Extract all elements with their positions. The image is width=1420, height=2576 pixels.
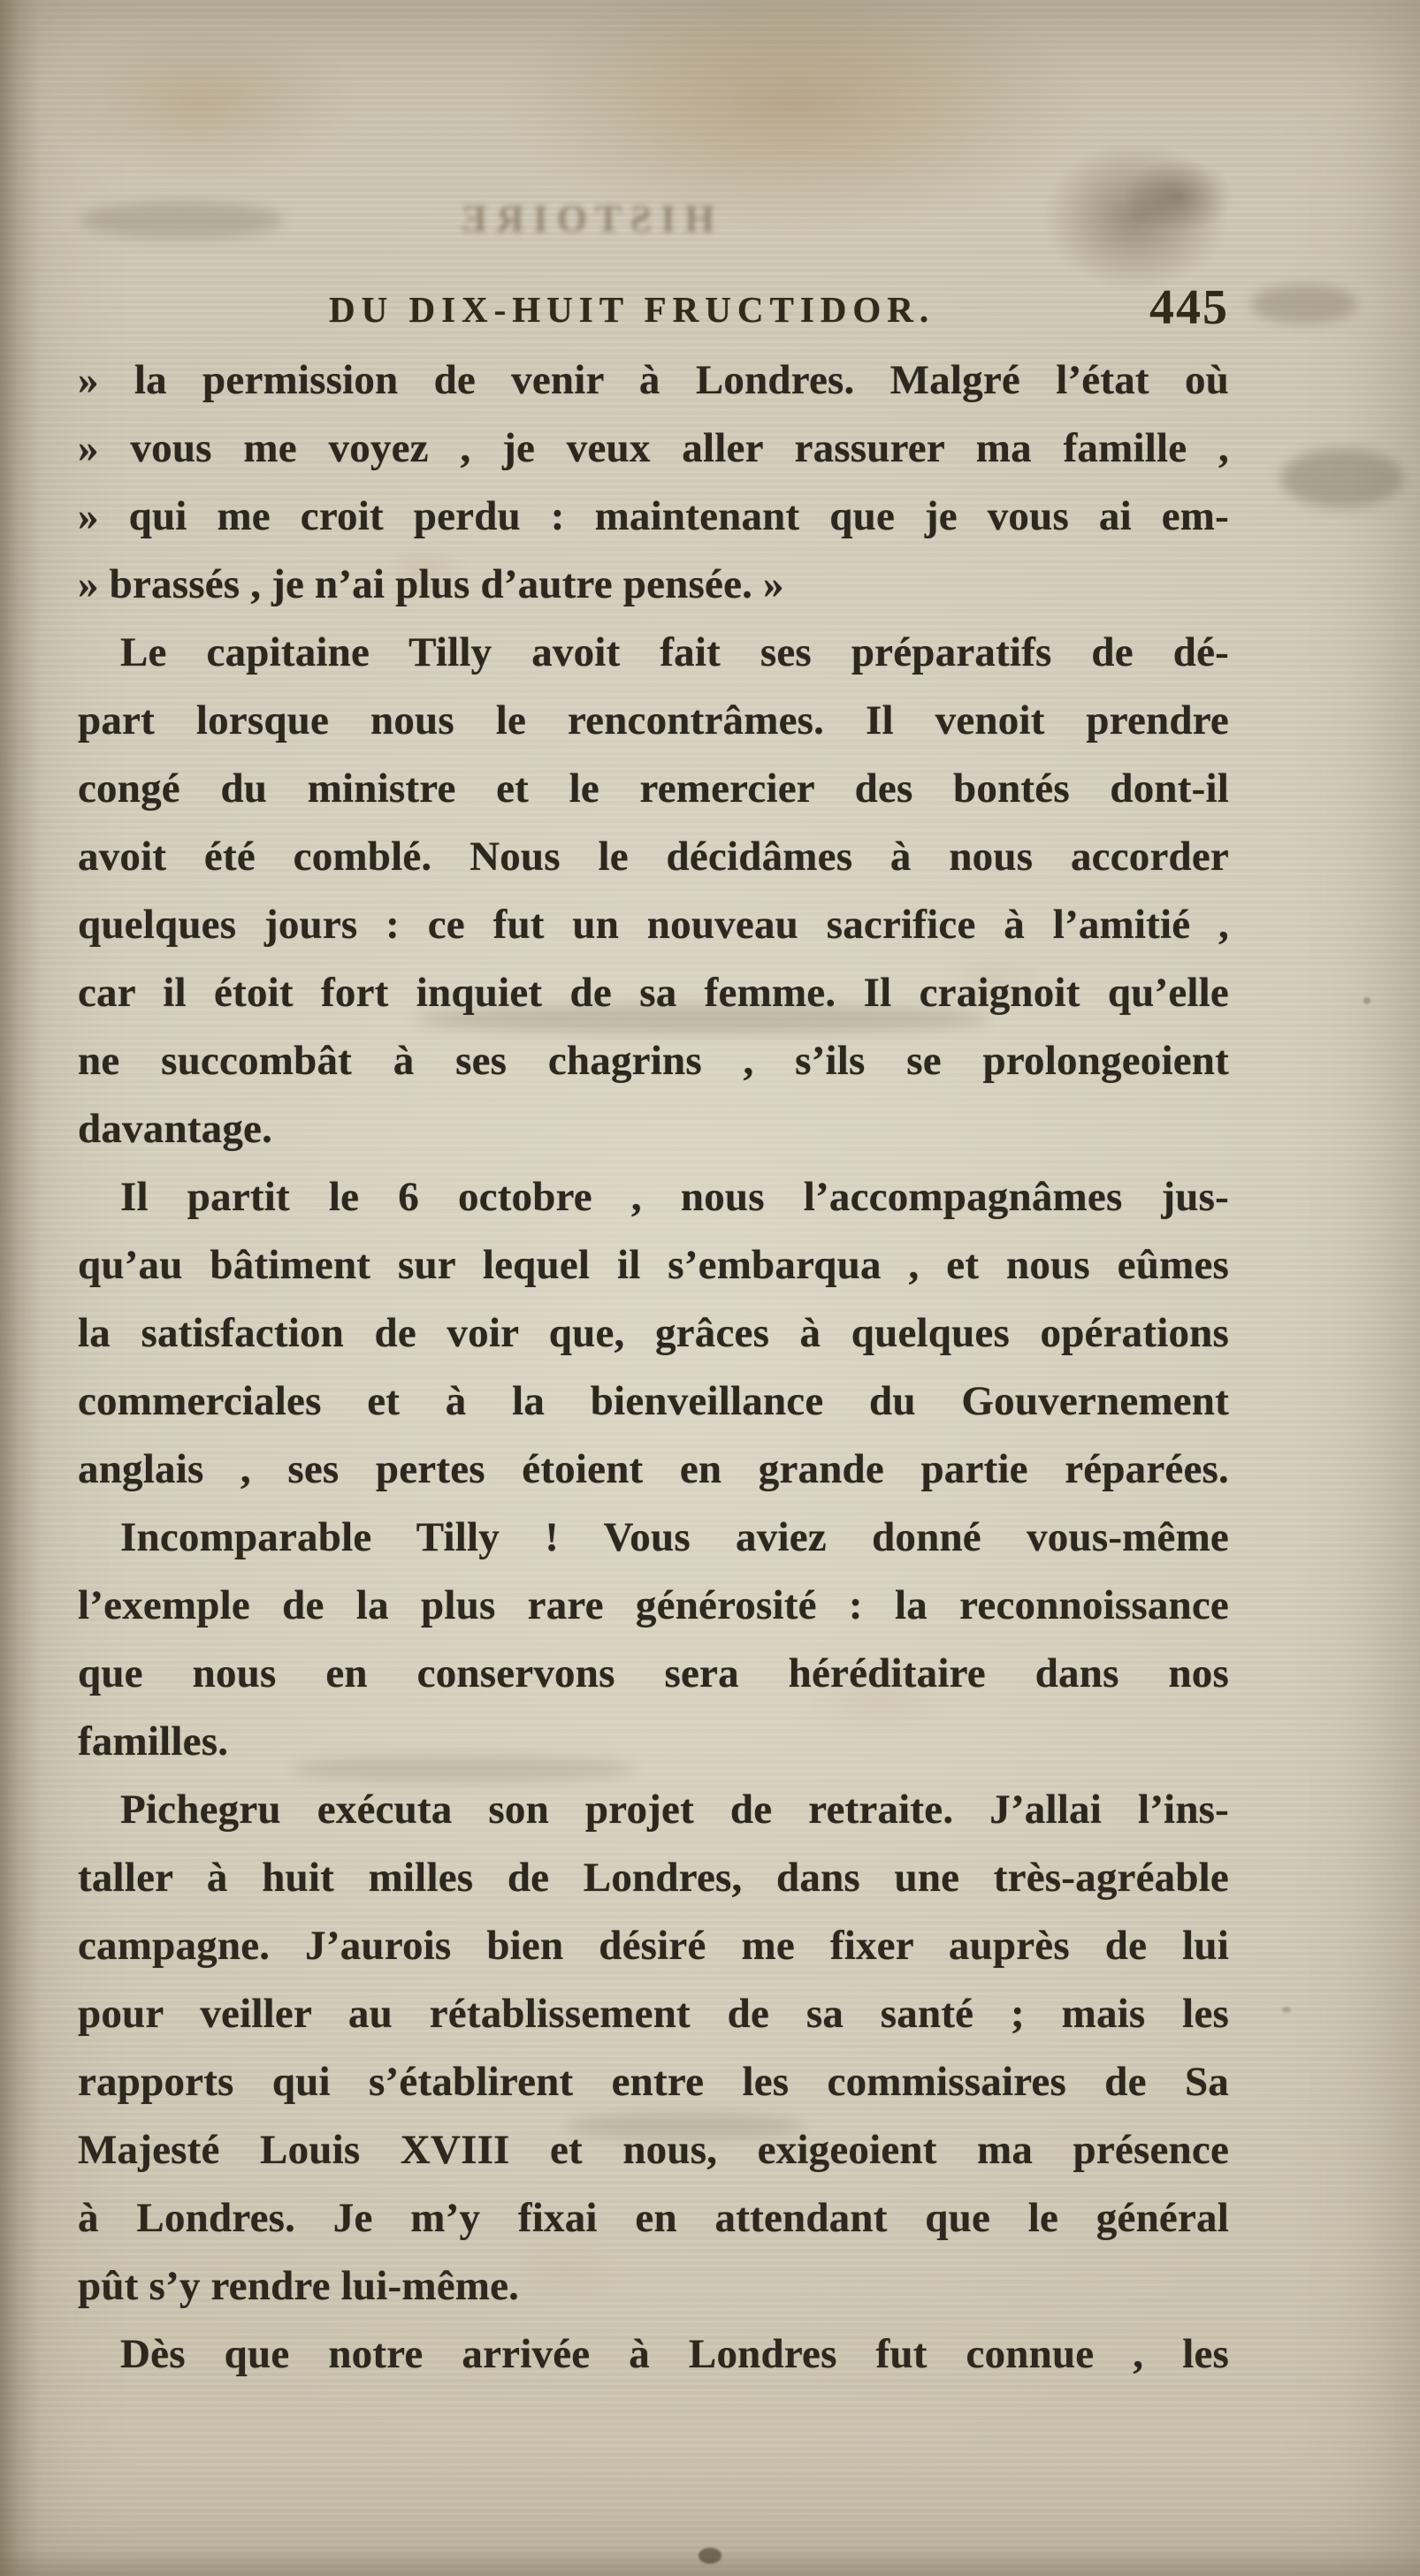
running-header-title: DU DIX-HUIT FRUCTIDOR. <box>329 289 935 330</box>
gutter-shadow <box>0 0 41 2576</box>
text-line: part lorsque nous le rencontrâmes. Il venoit prendre <box>78 697 1229 743</box>
text-line: Majesté Louis XVIII et nous, exigeoient ma présence <box>78 2127 1229 2173</box>
text-line: qu’au bâtiment sur lequel il s’embarqua , et nous eûmes <box>78 1242 1229 1288</box>
bleedthrough-smudge <box>80 202 283 239</box>
text-line: pour veiller au rétablissement de sa santé ; mais les <box>78 1991 1229 2037</box>
text-line: car il étoit fort inquiet de sa femme. Il craignoit qu’elle <box>78 970 1229 1016</box>
text-line: anglais , ses pertes étoient en grande partie réparées. <box>78 1446 1229 1492</box>
text-line: » brassés , je n’ai plus d’autre pensée. » <box>78 561 784 607</box>
text-line: rapports qui s’établirent entre les commissaires de Sa <box>78 2059 1229 2105</box>
text-line: » vous me voyez , je veux aller rassurer ma famille , <box>78 425 1229 471</box>
text-line: Il partit le 6 octobre , nous l’accompagnâmes jus- <box>120 1174 1229 1220</box>
ink-speck <box>1363 997 1370 1004</box>
text-line: que nous en conservons sera héréditaire dans nos <box>78 1650 1229 1696</box>
text-line: avoit été comblé. Nous le décidâmes à nous accorder <box>78 834 1229 880</box>
text-line: commerciales et à la bienveillance du Gouvernement <box>78 1378 1229 1424</box>
ink-speck <box>699 2548 721 2564</box>
text-line: davantage. <box>78 1106 273 1152</box>
text-line: Pichegru exécuta son projet de retraite. J’allai l’ins- <box>120 1787 1229 1833</box>
bleedthrough-ghost-text: HISTOIRE <box>452 197 715 240</box>
text-line: campagne. J’aurois bien désiré me fixer auprès de lui <box>78 1923 1229 1969</box>
ink-speck <box>1282 2007 1291 2013</box>
text-line: pût s’y rendre lui-même. <box>78 2263 520 2309</box>
text-line: Incomparable Tilly ! Vous aviez donné vous-même <box>120 1514 1229 1560</box>
text-line: » qui me croit perdu : maintenant que je vous ai em- <box>78 493 1229 539</box>
text-line: Dès que notre arrivée à Londres fut connue , les <box>120 2331 1229 2377</box>
text-block <box>78 347 1229 2389</box>
text-line: » la permission de venir à Londres. Malgré l’état où <box>78 357 1229 403</box>
text-line: la satisfaction de voir que, grâces à quelques opérations <box>78 1310 1229 1356</box>
text-line: familles. <box>78 1719 229 1764</box>
text-line: ne succombât à ses chagrins , s’ils se prolongeoient <box>78 1038 1229 1084</box>
text-line: quelques jours : ce fut un nouveau sacrifice à l’amitié , <box>78 902 1229 948</box>
running-header <box>0 280 1420 345</box>
text-line: taller à huit milles de Londres, dans une très-agréable <box>78 1855 1229 1901</box>
text-line: congé du ministre et le remercier des bontés dont-il <box>78 766 1229 812</box>
text-line: l’exemple de la plus rare générosité : la reconnoissance <box>78 1582 1229 1628</box>
page-number: 445 <box>1149 280 1229 335</box>
bleedthrough-smudge <box>1280 449 1404 507</box>
text-line: Le capitaine Tilly avoit fait ses préparatifs de dé- <box>120 629 1229 675</box>
text-line: à Londres. Je m’y fixai en attendant que le général <box>78 2195 1229 2241</box>
